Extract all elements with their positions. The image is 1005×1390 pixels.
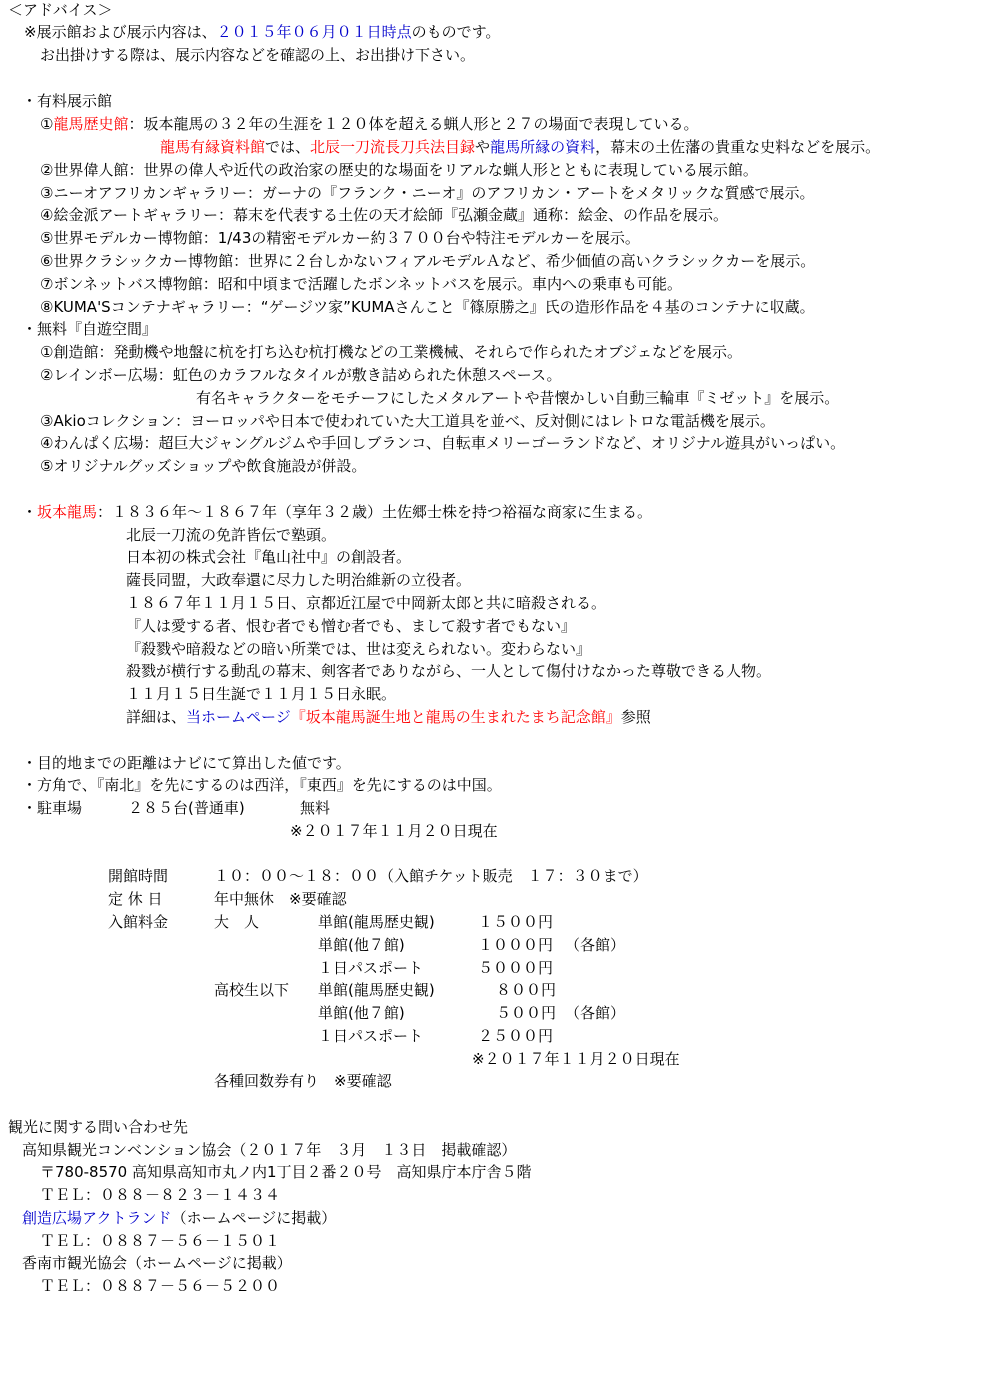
fee-row-price: １０００円 [478, 936, 554, 954]
direction-note: ・方角で、『南北』を先にするのは西洋，『東西』を先にするのは中国。 [22, 776, 502, 794]
parking-date: ※２０１７年１１月２０日現在 [290, 822, 498, 840]
nav-note: ・目的地までの距離はナビにて算出した値です。 [22, 754, 351, 772]
contact-org-1: 高知県観光コンベンション協会（２０１７年 ３月 １３日 掲載確認） [22, 1141, 517, 1159]
birthplace-museum-link[interactable]: 『坂本龍馬誕生地と龍馬の生まれたまち記念館』 [290, 708, 621, 726]
fee-row-name: １日パスポート [318, 959, 424, 977]
fee-row-price: ８００円 [496, 981, 557, 999]
fee-row-name: １日パスポート [318, 1027, 424, 1045]
ryoma-history-museum-name: 龍馬歴史館 [53, 115, 129, 133]
free-item-2b: 有名キャラクターをモチーフにしたメタルアートや昔懐かしい自動三輪車『ミゼット』を展示。 [196, 389, 840, 407]
open-hours-value: １０：００～１８：００（入館チケット販売 １７：３０まで） [214, 867, 648, 885]
contact-org-1-address: 〒780-8570 高知県高知市丸ノ内1丁目２番２０号 高知県庁本庁舎５階 [40, 1163, 532, 1181]
free-item-2: ②レインボー広場：虹色のカラフルなタイルが敷き詰められた休憩スペース。 [40, 366, 562, 384]
parking-count: ２８５台(普通車) [128, 799, 245, 817]
fee-row-name: 単館(龍馬歴史観) [318, 981, 435, 999]
homepage-link[interactable]: 当ホームページ [186, 708, 291, 726]
adult-label: 大 人 [214, 913, 260, 931]
advice-note-2: お出掛けする際は、展示内容などを確認の上、お出掛け下さい。 [40, 46, 476, 64]
paid-item-6: ⑥世界クラシックカー博物館：世界に２台しかないフィアルモデルＡなど、希少価値の高いクラシックカーを展示。 [40, 252, 816, 270]
ryoma-line-3: 日本初の株式会社『亀山社中』の創設者。 [126, 548, 412, 566]
paid-item-4: ④絵金派アートギャラリー：幕末を代表する土佐の天才絵師『弘瀬金蔵』通称：絵金、の作品を展示。 [40, 206, 729, 224]
paid-heading: ・有料展示館 [22, 92, 113, 110]
paid-item-1: ①龍馬歴史館：坂本龍馬の３２年の生涯を１２０体を超える蝋人形と２７の場面で表現している。 [40, 115, 699, 133]
ryoma-name: 坂本龍馬 [37, 503, 98, 521]
fee-row-price: ５００円 [496, 1004, 557, 1022]
free-item-5: ⑤オリジナルグッズショップや飲食施設が併設。 [40, 457, 367, 475]
free-heading: ・無料『自遊空間』 [22, 320, 158, 338]
contact-heading: 観光に関する問い合わせ先 [8, 1118, 189, 1136]
closed-days-value: 年中無休 ※要確認 [214, 890, 347, 908]
ryoma-line-9: １１月１５日生誕で１１月１５日永眠。 [126, 685, 397, 703]
open-hours-label: 開館時間 [108, 867, 169, 885]
fee-row-price: ５０００円 [478, 959, 554, 977]
free-item-1: ①創造館：発動機や地盤に杭を打ち込む杭打機などの工業機械、それらで作られたオブジェなどを展示。 [40, 343, 742, 361]
contact-org-2-tel: ＴＥＬ：０８８７－５６－１５０１ [40, 1232, 281, 1250]
paid-item-2: ②世界偉人館：世界の偉人や近代の政治家の歴史的な場面をリアルな蝋人形とともに表現している展示館。 [40, 161, 758, 179]
ryoma-line-10: 詳細は、当ホームページ『坂本龍馬誕生地と龍馬の生まれたまち記念館』参照 [126, 708, 651, 726]
fee-row-note: （各館） [565, 1004, 626, 1022]
free-item-4: ④わんぱく広場：超巨大ジャングルジムや手回しブランコ、自転車メリーゴーランドなど、オリジナル遊具がいっぱい。 [40, 434, 846, 452]
actland-link[interactable]: 創造広場アクトランド [22, 1209, 172, 1227]
fee-row-name: 単館(龍馬歴史観) [318, 913, 435, 931]
advice-note-1: ※展示館および展示内容は、２０１５年０６月０１日時点のものです。 [24, 23, 501, 41]
fee-row-name: 単館(他７館) [318, 936, 405, 954]
paid-item-3: ③ニーオアフリカンギャラリー：ガーナの『フランク・ニーオ』のアフリカン・アートをメタリックな質感で展示。 [40, 184, 815, 202]
fee-row-name: 単館(他７館) [318, 1004, 405, 1022]
ryoma-line-4: 薩長同盟，大政奉還に尽力した明治維新の立役者。 [126, 571, 472, 589]
contact-org-3: 香南市観光協会（ホームページに掲載） [22, 1254, 292, 1272]
fee-row-note: （各館） [565, 936, 626, 954]
paid-item-1b: 龍馬有縁資料館では、北辰一刀流長刀兵法目録や龍馬所縁の資料，幕末の土佐藩の貴重な史料などを展示。 [160, 138, 881, 156]
closed-days-label: 定 休 日 [108, 890, 163, 908]
paid-item-8: ⑧KUMA'Sコンテナギャラリー：“ゲージツ家”KUMAさんこと『篠原勝之』氏の造形作品を４基のコンテナに収蔵。 [40, 298, 815, 316]
contact-org-2: 創造広場アクトランド（ホームページに掲載） [22, 1209, 337, 1227]
fee-label: 入館料金 [108, 913, 169, 931]
contact-org-3-tel: ＴＥＬ：０８８７－５６－５２００ [40, 1277, 281, 1295]
student-label: 高校生以下 [214, 981, 290, 999]
ryoma-line-6: 『人は愛する者、恨む者でも憎む者でも、まして殺す者でもない』 [126, 617, 577, 635]
advice-heading: ＜アドバイス＞ [8, 1, 113, 19]
ryoma-line-1: ・坂本龍馬：１８３６年～１８６７年（享年３２歳）土佐郷士株を持つ裕福な商家に生まる。 [22, 503, 653, 521]
fee-row-price: １５００円 [478, 913, 554, 931]
parking-fee: 無料 [300, 799, 331, 817]
advice-date: ２０１５年０６月０１日時点 [216, 23, 412, 41]
ryoma-line-5: １８６７年１１月１５日、京都近江屋で中岡新太郎と共に暗殺される。 [126, 594, 607, 612]
parking-label: ・駐車場 [22, 799, 83, 817]
coupon-note: 各種回数券有り ※要確認 [214, 1072, 392, 1090]
paid-item-5: ⑤世界モデルカー博物館：1/43の精密モデルカー約３７００台や特注モデルカーを展示。 [40, 229, 640, 247]
ryoma-line-8: 殺戮が横行する動乱の幕末、剣客者でありながら、一人として傷付けなかった尊敬できる人物。 [126, 662, 772, 680]
contact-org-1-tel: ＴＥＬ：０８８－８２３－１４３４ [40, 1186, 281, 1204]
ryoma-line-2: 北辰一刀流の免許皆伝で塾頭。 [126, 526, 337, 544]
fee-date: ※２０１７年１１月２０日現在 [472, 1050, 680, 1068]
ryoma-line-7: 『殺戮や暗殺などの暗い所業では、世は変えられない。変わらない』 [126, 640, 592, 658]
fee-row-price: ２５００円 [478, 1027, 554, 1045]
free-item-3: ③Akioコレクション：ヨーロッパや日本で使われていた大工道具を並べ、反対側にはレトロな電話機を展示。 [40, 412, 775, 430]
paid-item-7: ⑦ボンネットバス博物館：昭和中頃まで活躍したボンネットバスを展示。車内への乗車も可能。 [40, 275, 682, 293]
